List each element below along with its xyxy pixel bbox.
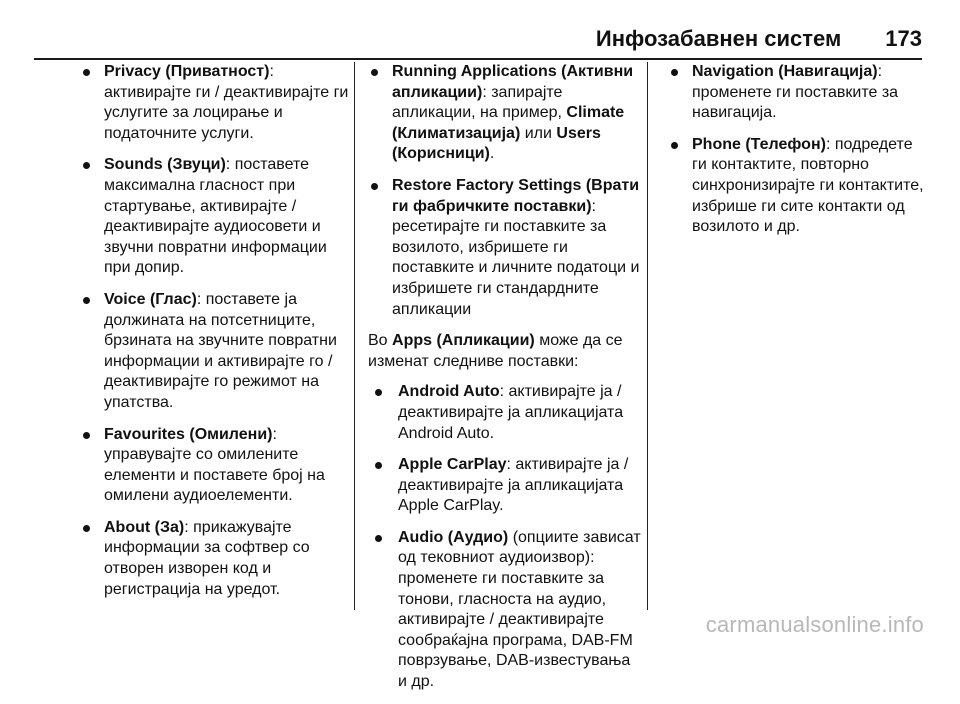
list-item-apple-carplay [368,455,642,517]
para-text: Во [368,332,393,350]
item-term: Voice (Глас) [104,290,197,308]
item-term: Users (Корисници) [392,124,601,163]
item-text: : активирајте ја / деактивирајте ја апликацијата Android Auto. [398,383,624,442]
item-term: Navigation (Навигација) [692,63,878,80]
item-term: Phone (Телефон) [692,135,826,153]
watermark: carmanualsonline.info [705,612,924,637]
item-text: : ресетирајте ги поставките за возилото, избришете ги поставките и личните податоци и избришете ги стандардните апликации [392,197,640,318]
item-term: Android Auto [398,383,500,401]
column-1 [80,62,352,611]
item-term: Favourites (Омилени) [104,425,273,443]
item-text: : поставете ја должината на потсетниците, брзината на звучните повратни информации и активирајте го / деактивирајте го режимот на упатства. [104,290,337,411]
item-term: Climate (Климатизација) [392,104,625,142]
list-item-phone [668,135,930,238]
list-item-android-auto [368,382,642,444]
list-item-voice [80,290,352,414]
column-divider-1 [354,62,355,610]
item-term: Apple CarPlay [398,456,507,474]
item-text: : управувајте со омилените елементи и поставете број на омилени аудиоелементи. [104,425,325,505]
list-item-restore-factory-settings [368,176,642,320]
item-text: : прикажувајте информации за софтвер со отворен изворен код и регистрација на уредот. [104,518,310,598]
item-text: : поставете максимална гласност при стартување, активирајте / деактивирајте аудиосовети и звучни повратни информации при допир. [104,156,327,277]
list-item-audio [368,528,642,693]
item-term: Privacy (Приватност) [104,63,270,80]
item-text: : активирајте ја / деактивирајте ја апликацијата Apple CarPlay. [398,456,629,515]
list-item-sounds [80,155,352,279]
item-text: : активирајте ги / деактивирајте ги услугите за лоцирање и податочните услуги. [104,63,349,142]
page-number: 173 [885,26,922,51]
para-text: може да се изменат следниве поставки: [368,332,623,370]
column-divider-2 [647,62,648,610]
item-term: Audio (Аудио) [398,528,509,546]
item-term: About (За) [104,518,185,536]
item-text: : променете ги поставките за навигација. [692,63,899,122]
header-rule [34,58,922,60]
list-item-running-applications [368,62,642,165]
item-text: : запирајте апликации, на пример, [392,83,567,122]
list-item-favourites [80,425,352,507]
item-text: : подредете ги контактите, повторно синхронизирајте ги контактите, избрише ги сите контакти од возилото и др. [692,135,924,236]
apps-paragraph [368,331,642,372]
item-term: Running Applications (Активни апликации) [392,63,634,101]
item-text: или [520,124,557,142]
column-3 [668,62,930,249]
item-term: Sounds (Звуци) [104,156,226,174]
column-2 [368,62,642,704]
page-title: Инфозабавнен систем [595,26,842,51]
list-item-about [80,518,352,600]
item-text: (опциите зависат од тековниот аудиоизвор): променете ги поставките за тонови, гласноста на аудио, активирајте / деактивирајте сообраќајна програма, DAB-FM поврзување, DAB-известувања и др. [398,528,641,691]
item-text: . [489,145,495,163]
list-item-navigation [668,62,930,124]
page-header [596,26,922,52]
list-item-privacy [80,62,352,144]
item-term: Restore Factory Settings (Врати ги фабричките поставки) [392,176,640,215]
para-term: Apps (Апликации) [392,332,535,350]
